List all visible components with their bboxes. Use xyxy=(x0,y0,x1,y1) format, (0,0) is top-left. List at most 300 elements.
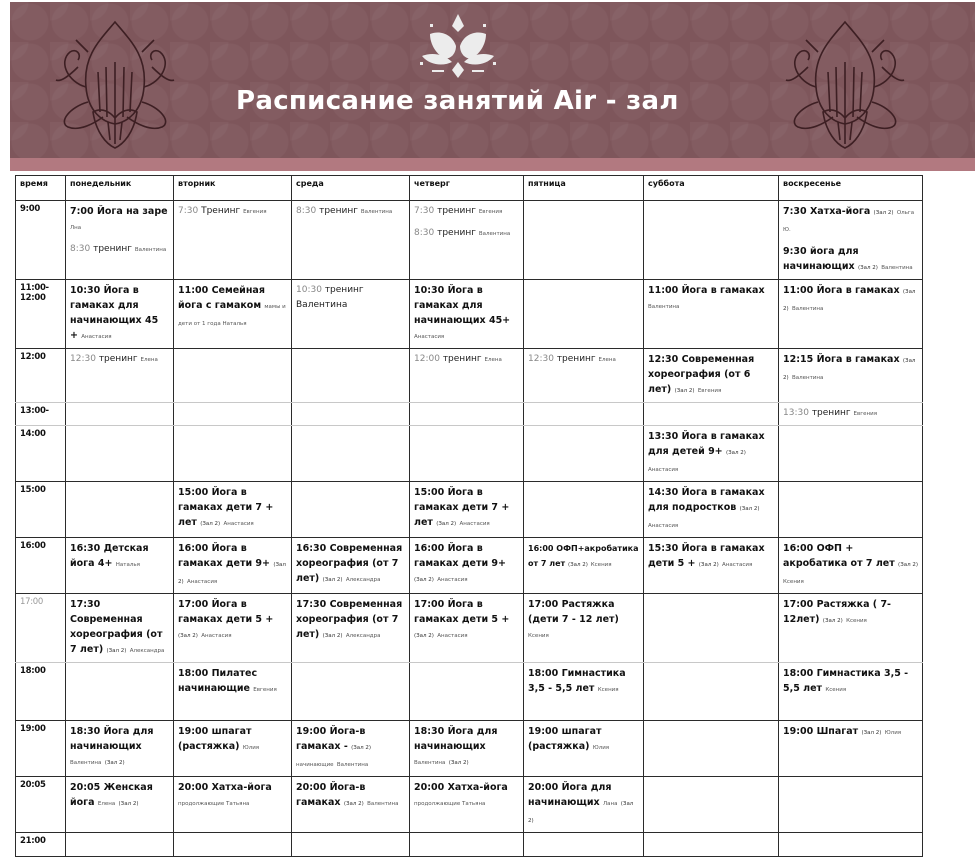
class-name: Современная хореография (от 7 лет) xyxy=(296,543,403,584)
class-entry xyxy=(528,541,639,573)
class-entry xyxy=(178,666,287,698)
class-name: Йога в гамаках дети 9+ xyxy=(178,543,270,569)
class-name: Современная хореография (от 7 лет) xyxy=(296,599,403,640)
instructor-name: Валентина xyxy=(791,375,824,381)
class-entry xyxy=(178,541,287,590)
class-entry xyxy=(648,283,774,315)
class-time: 17:00 xyxy=(414,599,445,610)
class-name: тренинг xyxy=(811,408,851,418)
class-name: Йога в гамаках для подростков xyxy=(648,487,765,513)
schedule-row xyxy=(16,594,923,663)
class-entry xyxy=(528,724,639,756)
page-title: Расписание занятий Air - зал xyxy=(236,86,679,116)
class-time: 11:00 xyxy=(178,285,209,296)
schedule-cell xyxy=(644,201,779,280)
header-row xyxy=(16,176,923,201)
class-name: Йога в гамаках дети 7 + лет xyxy=(178,487,274,528)
class-time: 10:30 xyxy=(296,285,322,295)
class-entry xyxy=(648,352,774,399)
hall-label: (Зал 2) xyxy=(822,618,843,624)
class-entry xyxy=(783,666,918,698)
hall-label: (Зал 2) xyxy=(448,760,469,766)
class-entry xyxy=(648,429,774,478)
schedule-cell xyxy=(174,833,292,857)
instructor-name: Евгения xyxy=(478,209,503,215)
hall-label: (Зал 2) xyxy=(343,801,364,807)
time-slot: 20:05 xyxy=(16,777,66,833)
class-time: 16:30 xyxy=(296,543,327,554)
time-slot: 11:00-12:00 xyxy=(16,280,66,349)
schedule-cell xyxy=(524,663,644,721)
class-time: 16:00 xyxy=(528,544,554,553)
column-header-day: четверг xyxy=(410,176,524,201)
hall-label: (Зал 2) xyxy=(178,633,198,639)
class-entry xyxy=(70,204,169,236)
hall-label: (Зал 2) xyxy=(351,745,372,751)
instructor-name: Валентина xyxy=(791,306,824,312)
schedule-cell xyxy=(644,833,779,857)
schedule-cell xyxy=(174,201,292,280)
class-name: тренинг xyxy=(442,354,482,364)
time-slot: 16:00 xyxy=(16,538,66,594)
class-time: 16:00 xyxy=(178,543,209,554)
class-time: 17:30 xyxy=(70,599,101,610)
class-entry xyxy=(528,780,639,829)
class-time: 12:30 xyxy=(648,354,679,365)
schedule-cell xyxy=(174,538,292,594)
schedule-cell xyxy=(174,280,292,349)
class-entry xyxy=(70,780,169,812)
schedule-cell xyxy=(66,201,174,280)
schedule-cell xyxy=(174,403,292,426)
schedule-cell xyxy=(66,538,174,594)
schedule-cell xyxy=(779,721,923,777)
class-name: тренинг xyxy=(556,354,596,364)
instructor-name: Анастасия xyxy=(648,523,679,529)
class-entry xyxy=(70,352,169,368)
schedule-cell xyxy=(410,280,524,349)
column-header-day: воскресенье xyxy=(779,176,923,201)
schedule-cell xyxy=(292,403,410,426)
class-entry xyxy=(783,352,918,386)
schedule-cell xyxy=(644,538,779,594)
schedule-cell xyxy=(66,349,174,403)
schedule-cell xyxy=(644,777,779,833)
schedule-cell xyxy=(644,349,779,403)
schedule-cell xyxy=(410,538,524,594)
instructor-name: Евгения xyxy=(253,687,277,693)
schedule-cell xyxy=(410,594,524,663)
class-entry xyxy=(296,541,405,588)
schedule-cell xyxy=(292,721,410,777)
class-time: 15:00 xyxy=(178,487,209,498)
instructor-name: мамы и дети от 1 года Наталья xyxy=(178,304,286,327)
class-entry xyxy=(178,485,287,532)
instructor-name: Валентина xyxy=(648,304,680,310)
instructor-name: Валентина xyxy=(70,760,102,766)
schedule-cell xyxy=(66,777,174,833)
hall-label: (Зал 2) xyxy=(568,562,588,568)
class-time: 8:30 xyxy=(296,206,317,216)
hall-label: (Зал 2) xyxy=(104,760,125,766)
class-time: 19:00 xyxy=(178,726,209,737)
class-entry xyxy=(414,780,519,812)
class-time: 16:00 xyxy=(414,543,445,554)
class-time: 16:30 xyxy=(70,543,101,554)
class-entry xyxy=(783,204,918,238)
schedule-cell xyxy=(779,594,923,663)
class-name: ОФП + акробатика от 7 лет xyxy=(783,543,895,569)
schedule-cell xyxy=(779,538,923,594)
instructor-name: Ксения xyxy=(783,579,804,585)
class-entry xyxy=(414,226,519,242)
time-slot: 13:00- xyxy=(16,403,66,426)
column-header-day: пятница xyxy=(524,176,644,201)
schedule-cell xyxy=(66,482,174,538)
class-name: Женская йога xyxy=(70,782,153,808)
class-name: шпагат (растяжка) xyxy=(528,726,602,752)
class-name: Йога в гамаках для начинающих 45+ xyxy=(414,285,511,326)
instructor-name: Валентина xyxy=(414,760,446,766)
class-name: Йога в гамаках xyxy=(681,285,765,296)
schedule-cell xyxy=(524,403,644,426)
hall-label: (Зал 2) xyxy=(178,562,286,585)
schedule-cell xyxy=(779,663,923,721)
schedule-table xyxy=(15,175,923,857)
schedule-cell xyxy=(292,777,410,833)
class-entry xyxy=(296,204,405,220)
class-name: Современная хореография (от 7 лет) xyxy=(70,614,163,655)
class-name: Йога в гамаках дети 5 + xyxy=(414,599,510,625)
class-time: 16:00 xyxy=(783,543,814,554)
class-name: Йога для начинающих xyxy=(414,726,498,752)
instructor-name: Елена xyxy=(598,357,616,363)
schedule-cell xyxy=(410,482,524,538)
class-time: 8:30 xyxy=(414,228,435,238)
column-header-day: суббота xyxy=(644,176,779,201)
instructor-name: Александра xyxy=(345,577,381,583)
class-entry xyxy=(70,242,169,258)
schedule-cell xyxy=(524,777,644,833)
class-name: тренинг xyxy=(93,244,132,254)
class-time: 17:30 xyxy=(296,599,327,610)
schedule-cell xyxy=(644,280,779,349)
hall-label: (Зал 2) xyxy=(739,506,760,512)
class-time: 20:00 xyxy=(528,782,559,793)
class-entry xyxy=(178,597,287,644)
instructor-name: Ольга Ю. xyxy=(783,210,915,233)
schedule-row xyxy=(16,280,923,349)
hall-label: (Зал 2) xyxy=(698,562,719,568)
schedule-cell xyxy=(66,426,174,482)
schedule-body xyxy=(16,201,923,857)
class-entry xyxy=(414,724,519,771)
hall-label: (Зал 2) xyxy=(873,210,894,216)
hall-label: (Зал 2) xyxy=(414,577,434,583)
class-name: тренинг xyxy=(319,206,358,216)
schedule-cell xyxy=(292,663,410,721)
class-name: тренинг xyxy=(98,354,138,364)
hall-label: (Зал 2) xyxy=(106,648,127,654)
class-name: Семейная йога с гамаком xyxy=(178,285,265,311)
hall-label: (Зал 2) xyxy=(118,801,139,807)
schedule-row xyxy=(16,201,923,280)
instructor-name: Евгения xyxy=(697,388,722,394)
instructor-name: Валентина xyxy=(881,265,913,271)
schedule-cell xyxy=(410,663,524,721)
schedule-cell xyxy=(292,594,410,663)
instructor-name: Юлия xyxy=(592,745,610,751)
class-time: 13:30 xyxy=(783,408,809,418)
instructor-name: Валентина xyxy=(360,209,393,215)
class-name: ОФП+акробатика от 7 лет xyxy=(528,544,639,568)
schedule-cell xyxy=(524,538,644,594)
schedule-cell xyxy=(524,426,644,482)
instructor-name: Юлия xyxy=(242,745,260,751)
schedule-cell xyxy=(779,482,923,538)
instructor-name: Анастасия xyxy=(223,521,254,527)
class-time: 20:00 xyxy=(178,782,209,793)
class-name: тренинг Валентина xyxy=(296,285,364,310)
schedule-cell xyxy=(644,482,779,538)
instructor-name: Анастасия xyxy=(186,579,218,585)
schedule-cell xyxy=(66,403,174,426)
schedule-row xyxy=(16,426,923,482)
hall-label: (Зал 2) xyxy=(857,265,878,271)
class-entry xyxy=(414,204,519,220)
schedule-cell xyxy=(410,403,524,426)
instructor-name: Валентина xyxy=(336,762,369,768)
class-time: 12:15 xyxy=(783,354,814,365)
class-entry xyxy=(528,597,639,644)
instructor-name: Юлия xyxy=(884,730,902,736)
class-entry xyxy=(70,724,169,771)
class-time: 18:30 xyxy=(414,726,445,737)
instructor-name: Ксения xyxy=(528,633,549,639)
hall-label: (Зал 2) xyxy=(322,577,343,583)
class-name: тренинг xyxy=(437,206,476,216)
schedule-cell xyxy=(174,426,292,482)
schedule-cell xyxy=(292,280,410,349)
class-entry xyxy=(783,541,918,590)
class-name: Йога в гамаках дети 5 + xyxy=(648,543,765,569)
class-time: 19:00 xyxy=(296,726,327,737)
class-time: 12:30 xyxy=(528,354,554,364)
schedule-cell xyxy=(644,663,779,721)
class-entry xyxy=(296,780,405,812)
schedule-cell xyxy=(66,280,174,349)
class-entry xyxy=(414,485,519,532)
class-time: 9:30 xyxy=(783,246,807,257)
lotus-ornament-right-icon xyxy=(778,12,913,152)
class-entry xyxy=(783,283,918,317)
class-entry xyxy=(783,406,918,422)
instructor-name: продолжающие Татьяна xyxy=(178,801,250,807)
instructor-name: Елена xyxy=(97,801,116,807)
schedule-cell xyxy=(410,426,524,482)
schedule-cell xyxy=(174,349,292,403)
class-time: 7:30 xyxy=(414,206,435,216)
class-time: 20:00 xyxy=(296,782,327,793)
time-slot: 18:00 xyxy=(16,663,66,721)
schedule-cell xyxy=(174,482,292,538)
instructor-name: Валентина xyxy=(134,247,167,253)
hall-label: (Зал 2) xyxy=(674,388,695,394)
instructor-name: Анастасия xyxy=(81,334,112,340)
instructor-name: Валентина xyxy=(478,231,511,237)
class-name: шпагат (растяжка) xyxy=(178,726,252,752)
schedule-cell xyxy=(779,201,923,280)
class-time: 20:00 xyxy=(414,782,445,793)
schedule-cell xyxy=(524,349,644,403)
schedule-row xyxy=(16,777,923,833)
instructor-name: Елена xyxy=(140,357,158,363)
schedule-cell xyxy=(644,426,779,482)
class-name: Йога в гамаках для детей 9+ xyxy=(648,431,765,457)
class-time: 11:00 xyxy=(648,285,679,296)
class-name: Тренинг xyxy=(201,206,241,216)
class-time: 14:30 xyxy=(648,487,679,498)
class-name: Йога-в гамаках - xyxy=(296,726,366,752)
class-name: Хатха-йога xyxy=(447,782,508,793)
schedule-cell xyxy=(779,280,923,349)
column-header-day: вторник xyxy=(174,176,292,201)
class-time: 10:30 xyxy=(70,285,101,296)
time-slot: 17:00 xyxy=(16,594,66,663)
class-name: Йога на заре xyxy=(96,206,168,217)
class-entry xyxy=(178,724,287,756)
instructor-name: Анастасия xyxy=(437,633,468,639)
schedule-row xyxy=(16,538,923,594)
class-name: Пилатес начинающие xyxy=(178,668,258,694)
instructor-name: Валентина xyxy=(367,801,399,807)
instructor-name: Наталья xyxy=(115,562,140,568)
class-name: Растяжка ( 7-12лет) xyxy=(783,599,891,625)
class-entry xyxy=(648,541,774,573)
class-name: Йога в гамаках дети 9+ xyxy=(414,543,506,569)
column-header-day: понедельник xyxy=(66,176,174,201)
class-time: 19:00 xyxy=(783,726,814,737)
schedule-row xyxy=(16,721,923,777)
schedule-cell xyxy=(779,349,923,403)
schedule-row xyxy=(16,482,923,538)
instructor-name: Александра xyxy=(129,648,165,654)
column-header-day: среда xyxy=(292,176,410,201)
column-header-time: время xyxy=(16,176,66,201)
class-entry xyxy=(178,780,287,812)
class-entry xyxy=(783,724,918,741)
schedule-cell xyxy=(410,833,524,857)
schedule-cell xyxy=(174,663,292,721)
schedule-row xyxy=(16,403,923,426)
instructor-name: Лна xyxy=(70,225,82,231)
class-time: 11:00 xyxy=(783,285,814,296)
class-entry xyxy=(296,724,405,773)
lotus-logo-icon xyxy=(418,10,498,80)
class-entry xyxy=(296,597,405,644)
schedule-cell xyxy=(524,594,644,663)
schedule-cell xyxy=(644,594,779,663)
schedule-cell xyxy=(66,663,174,721)
schedule-cell xyxy=(524,280,644,349)
schedule-cell xyxy=(524,201,644,280)
class-entry xyxy=(414,352,519,368)
class-time: 12:00 xyxy=(414,354,440,364)
schedule-cell xyxy=(66,721,174,777)
schedule-cell xyxy=(524,482,644,538)
class-time: 19:00 xyxy=(528,726,559,737)
class-time: 8:30 xyxy=(70,244,91,254)
schedule-cell xyxy=(410,721,524,777)
schedule-cell xyxy=(174,777,292,833)
class-entry xyxy=(414,597,519,644)
class-entry xyxy=(70,597,169,659)
class-time: 15:00 xyxy=(414,487,445,498)
instructor-name: Анастасия xyxy=(414,334,445,340)
class-entry xyxy=(528,352,639,368)
class-entry xyxy=(296,283,405,313)
class-entry xyxy=(414,541,519,588)
instructor-name: Анастасия xyxy=(437,577,468,583)
class-entry xyxy=(70,541,169,573)
class-name: Гимнастика 3,5 - 5,5 лет xyxy=(528,668,626,694)
schedule-row xyxy=(16,349,923,403)
time-slot: 21:00 xyxy=(16,833,66,857)
instructor-name: Елена xyxy=(484,357,502,363)
schedule-cell xyxy=(779,777,923,833)
class-time: 18:00 xyxy=(178,668,209,679)
class-time: 15:30 xyxy=(648,543,679,554)
class-time: 17:00 xyxy=(528,599,559,610)
hall-label: (Зал 2) xyxy=(783,289,916,312)
class-name: Йога в гамаках xyxy=(816,285,900,296)
class-time: 7:30 xyxy=(178,206,199,216)
instructor-name: Лана xyxy=(602,801,618,807)
class-time: 7:30 xyxy=(783,206,807,217)
class-entry xyxy=(414,283,519,345)
class-time: 17:00 xyxy=(178,599,209,610)
instructor-name: Анастасия xyxy=(201,633,232,639)
class-name: йога для начинающих xyxy=(783,246,859,272)
time-slot: 9:00 xyxy=(16,201,66,280)
class-name: Детская йога 4+ xyxy=(70,543,149,569)
schedule-cell xyxy=(66,594,174,663)
schedule-cell xyxy=(292,482,410,538)
class-name: Йога в гамаках xyxy=(816,354,900,365)
schedule-cell xyxy=(524,833,644,857)
schedule-cell xyxy=(292,201,410,280)
class-time: 13:30 xyxy=(648,431,679,442)
class-entry xyxy=(648,485,774,534)
class-name: Йога для начинающих xyxy=(528,782,612,808)
hall-label: (Зал 2) xyxy=(322,633,343,639)
class-time: 18:30 xyxy=(70,726,101,737)
instructor-name: Анастасия xyxy=(722,562,753,568)
class-time: 12:30 xyxy=(70,354,96,364)
class-name: Йога-в гамаках xyxy=(296,782,366,808)
schedule-cell xyxy=(174,594,292,663)
hall-label: (Зал 2) xyxy=(861,730,882,736)
class-name: Гимнастика 3,5 - 5,5 лет xyxy=(783,668,909,694)
schedule-cell xyxy=(644,721,779,777)
schedule-row xyxy=(16,833,923,857)
class-time: 20:05 xyxy=(70,782,101,793)
schedule-cell xyxy=(292,538,410,594)
instructor-name: продолжающие Татьяна xyxy=(414,801,486,807)
hall-label: (Зал 2) xyxy=(725,450,746,456)
hall-label: (Зал 2) xyxy=(783,358,916,381)
class-time: 18:00 xyxy=(783,668,814,679)
